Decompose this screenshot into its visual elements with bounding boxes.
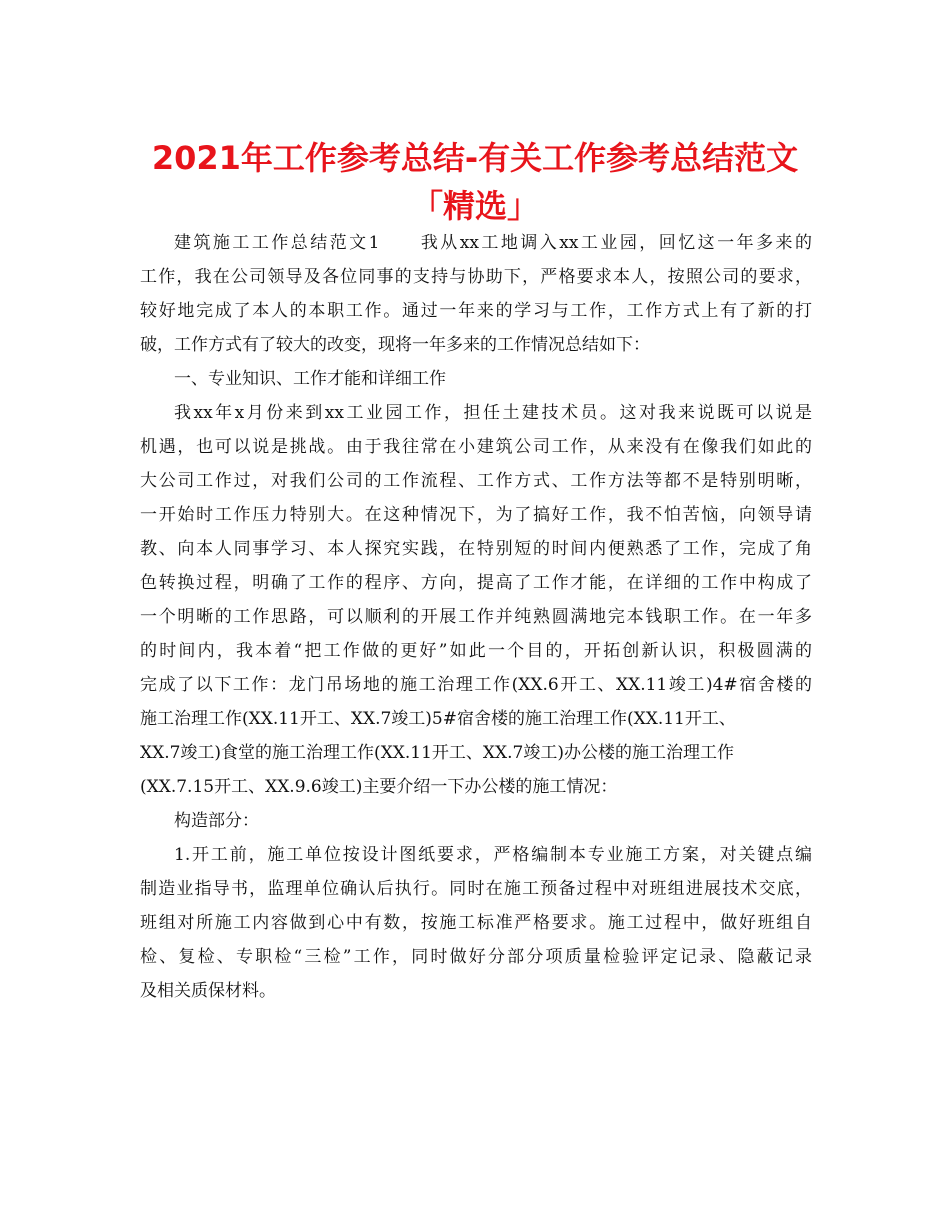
paragraph-line: 色转换过程，明确了工作的程序、方向，提高了工作才能，在详细的工作中构成了 — [140, 573, 812, 593]
paragraph-line: 我xx年x月份来到xx工业园工作，担任土建技术员。这对我来说既可以说是 — [174, 403, 812, 423]
paragraph-line: (XX.7.15开工、XX.9.6竣工)主要介绍一下办公楼的施工情况： — [140, 777, 618, 797]
paragraph-line: 工作，我在公司领导及各位同事的支持与协助下，严格要求本人，按照公司的要求， — [140, 267, 812, 287]
paragraph-line: 机遇，也可以说是挑战。由于我往常在小建筑公司工作，从来没有在像我们如此的 — [140, 437, 812, 457]
section-heading: 构造部分： — [174, 811, 259, 831]
paragraph-line: 的时间内，我本着“把工作做的更好”如此一个目的，开拓创新认识，积极圆满的 — [140, 641, 812, 661]
paragraph-line: 制造业指导书，监理单位确认后执行。同时在施工预备过程中对班组进展技术交底， — [140, 879, 812, 899]
document-title: 2021年工作参考总结-有关工作参考总结范文 — [151, 139, 799, 177]
document-body — [140, 226, 812, 1008]
paragraph-line: 大公司工作过，对我们公司的工作流程、工作方式、工作方法等都不是特别明晰， — [140, 471, 812, 491]
paragraph-line: 班组对所施工内容做到心中有数，按施工标准严格要求。施工过程中，做好班组自 — [140, 913, 812, 933]
paragraph-line: 施工治理工作(XX.11开工、XX.7竣工)5#宿舍楼的施工治理工作(XX.11开工、 — [140, 709, 736, 729]
paragraph-line: 检、复检、专职检“三检”工作，同时做好分部分项质量检验评定记录、隐蔽记录 — [140, 947, 812, 967]
paragraph-line: 完成了以下工作：龙门吊场地的施工治理工作(XX.6开工、XX.11竣工)4#宿舍楼的 — [140, 675, 812, 695]
paragraph-line: 一开始时工作压力特别大。在这种情况下，为了搞好工作，我不怕苦恼，向领导请 — [140, 505, 812, 525]
paragraph-line: XX.7竣工)食堂的施工治理工作(XX.11开工、XX.7竣工)办公楼的施工治理工作 — [140, 743, 734, 763]
section-heading: 一、专业知识、工作才能和详细工作 — [174, 369, 446, 389]
paragraph-line: 建筑施工工作总结范文1 我从xx工地调入xx工业园，回忆这一年多来的 — [174, 233, 812, 253]
paragraph-line: 教、向本人同事学习、本人探究实践，在特别短的时间内便熟悉了工作，完成了角 — [140, 539, 812, 559]
document-title-continued: 「精选」 — [410, 187, 539, 225]
paragraph-line: 破，工作方式有了较大的改变，现将一年多来的工作情况总结如下： — [140, 335, 650, 355]
paragraph-line: 较好地完成了本人的本职工作。通过一年来的学习与工作，工作方式上有了新的打 — [140, 301, 812, 321]
paragraph-line: 1.开工前，施工单位按设计图纸要求，严格编制本专业施工方案，对关键点编 — [174, 845, 812, 865]
paragraph-line: 一个明晰的工作思路，可以顺利的开展工作并纯熟圆满地完本钱职工作。在一年多 — [140, 607, 812, 627]
paragraph-line: 及相关质保材料。 — [140, 981, 276, 1001]
